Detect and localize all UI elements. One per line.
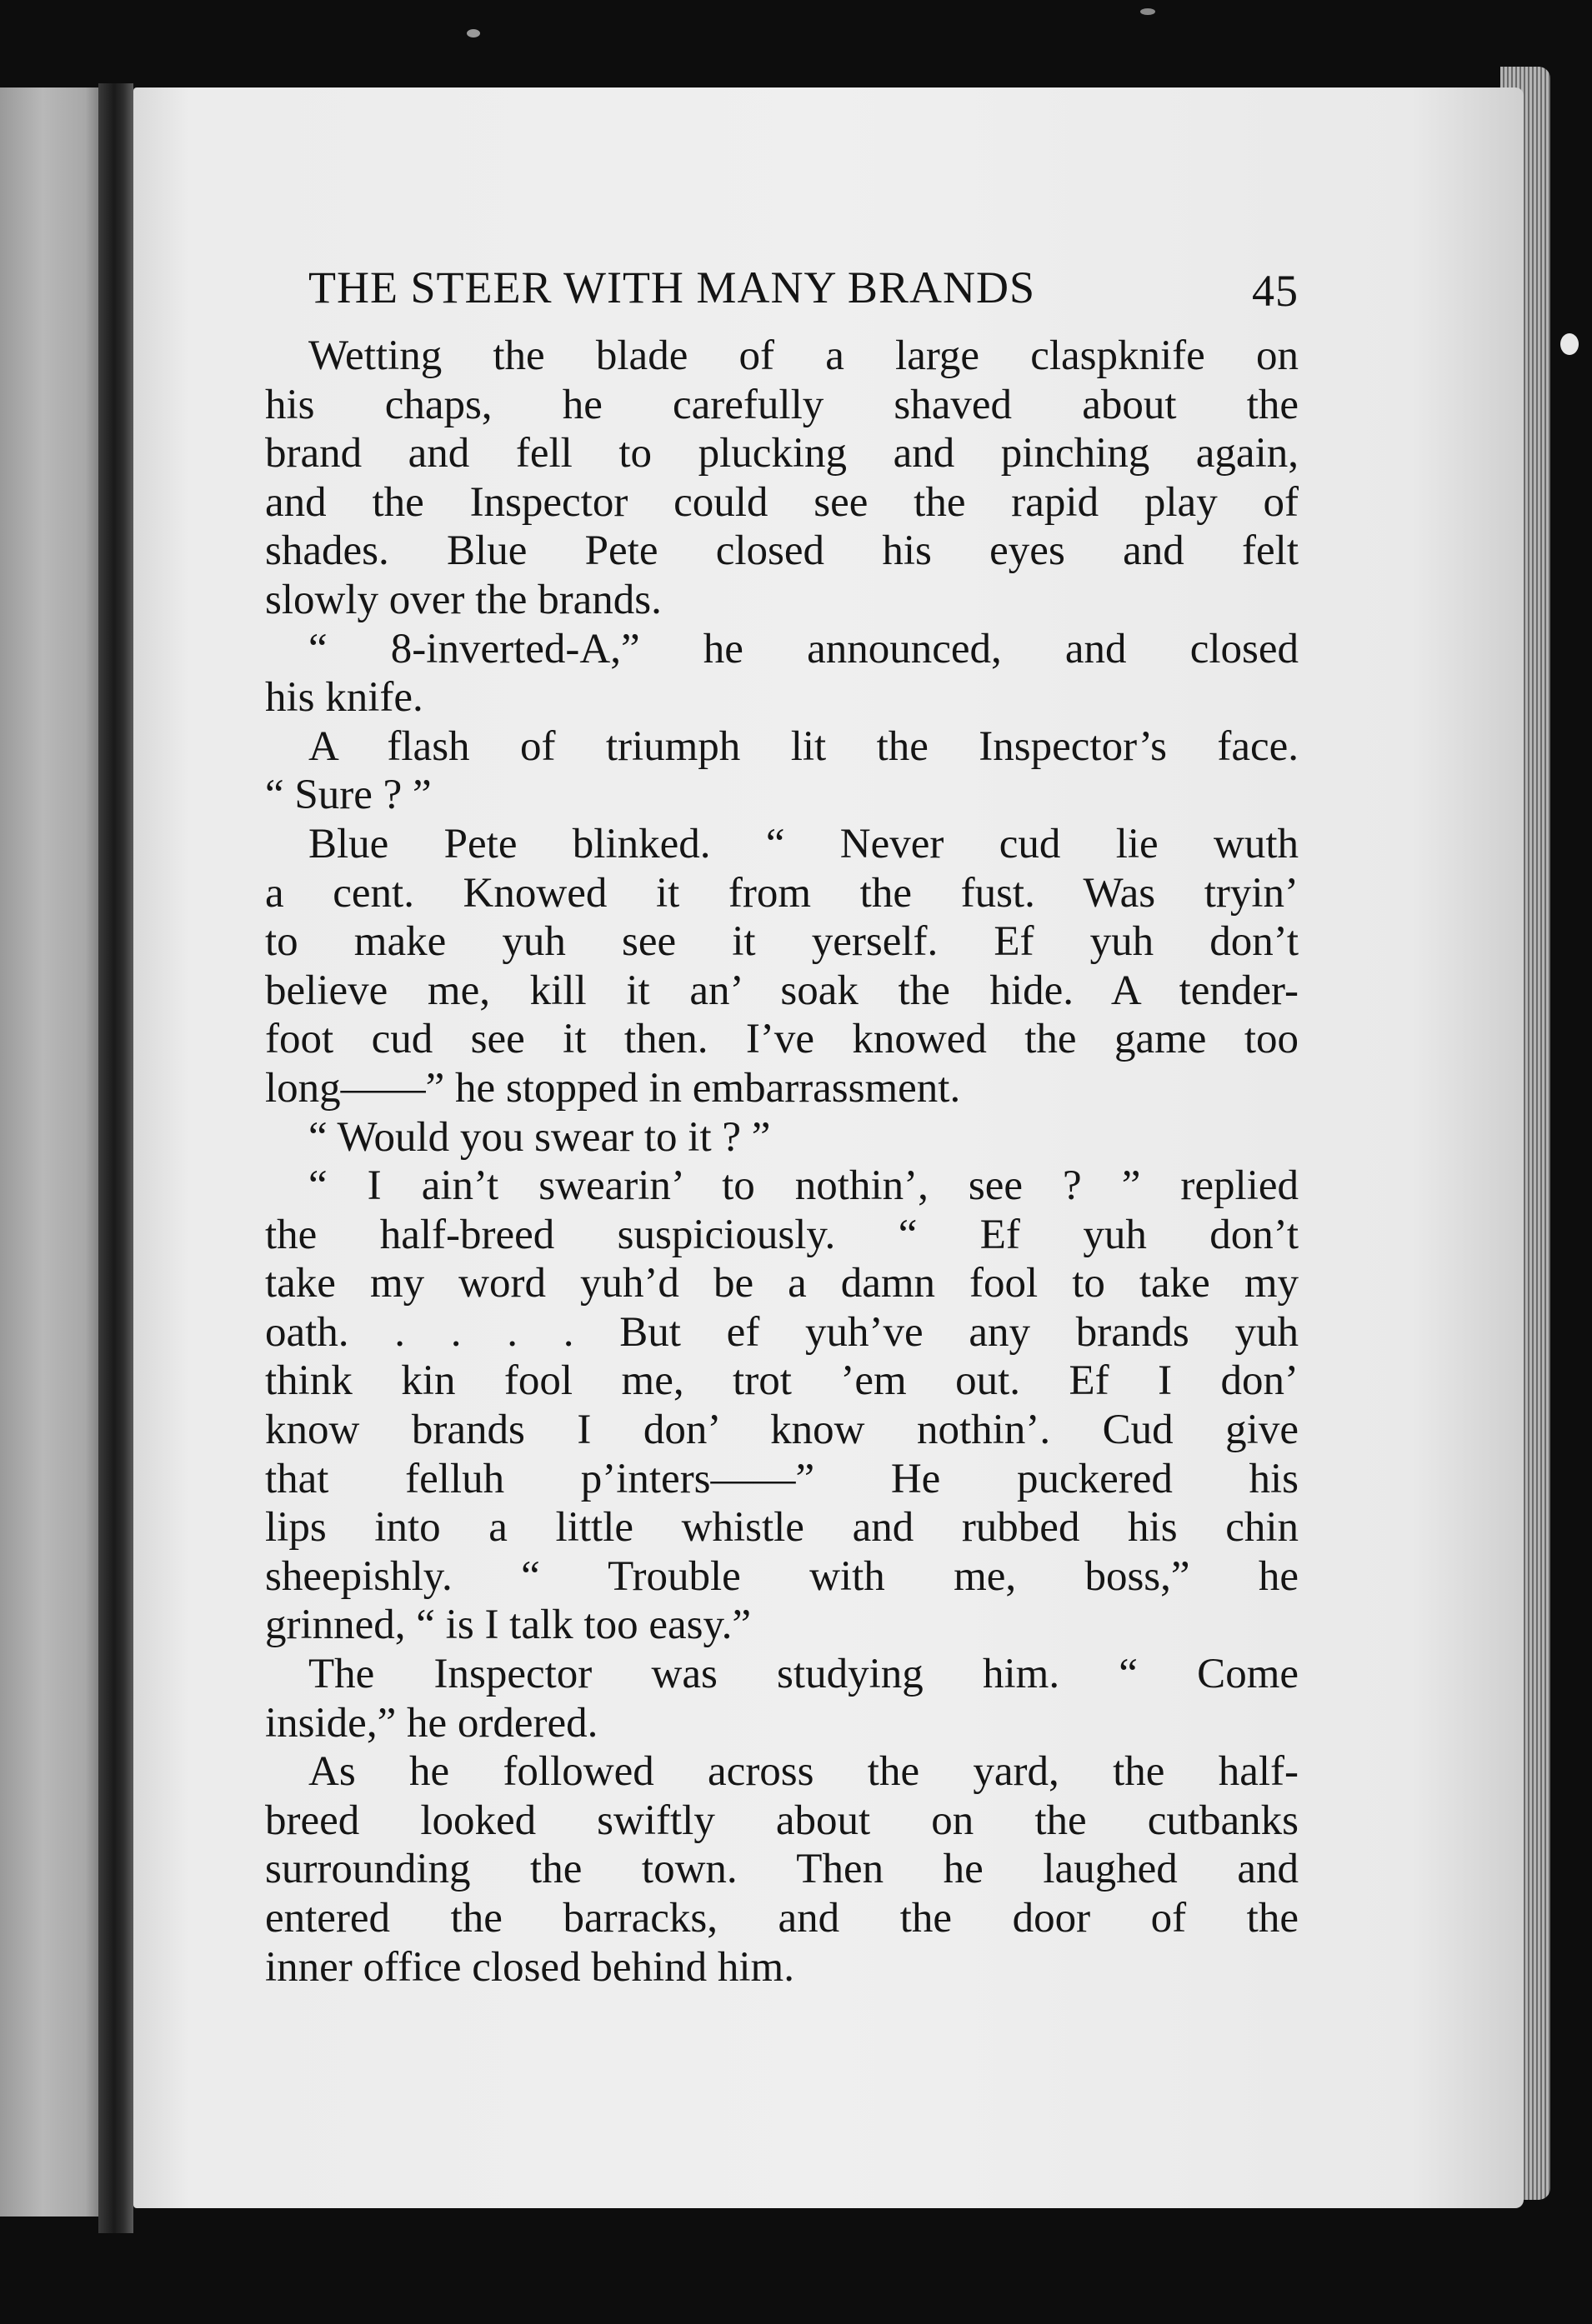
dust-speck [1140,8,1155,15]
text-line: A flash of triumph lit the Inspector’s face. [308,722,1299,770]
text-line: Blue Pete blinked. “ Never cud lie wuth [308,820,1299,867]
text-line: long——” he stopped in embarrassment. [265,1064,961,1112]
page-header [265,250,1299,325]
text-line: and the Inspector could see the rapid play of [265,478,1299,526]
text-line: think kin fool me, trot ’em out. Ef I don’ [265,1357,1299,1405]
text-line: Wetting the blade of a large claspknife on [308,332,1299,379]
text-line: brand and fell to plucking and pinching again, [265,430,1299,477]
text-line: grinned, “ is I talk too easy.” [265,1602,752,1649]
text-line: shades. Blue Pete closed his eyes and felt [265,527,1299,575]
text-line: inside,” he ordered. [265,1699,598,1747]
text-line: the half-breed suspiciously. “ Ef yuh don’t [265,1211,1299,1258]
text-line: The Inspector was studying him. “ Come [308,1651,1299,1698]
text-line: inner office closed behind him. [265,1943,794,1991]
body-text [265,332,1299,1992]
text-line: a cent. Knowed it from the fust. Was tryin’ [265,869,1299,917]
text-line: surrounding the town. Then he laughed and [265,1846,1299,1893]
text-line: know brands I don’ know nothin’. Cud give [265,1407,1299,1454]
text-line: “ Sure ? ” [265,772,432,819]
text-line: “ I ain’t swearin’ to nothin’, see ? ” replied [308,1162,1299,1210]
dust-speck [467,29,480,37]
text-line: believe me, kill it an’ soak the hide. A tender- [265,967,1299,1014]
text-line: take my word yuh’d be a damn fool to take my [265,1260,1299,1307]
text-line: entered the barracks, and the door of the [265,1895,1299,1942]
text-line: sheepishly. “ Trouble with me, boss,” he [265,1552,1299,1600]
page-number: 45 [1252,266,1299,316]
text-line: “ 8-inverted-A,” he announced, and closed [308,625,1299,672]
text-line: breed looked swiftly about on the cutbanks [265,1797,1299,1844]
text-line: slowly over the brands. [265,576,662,623]
dust-speck [1560,333,1579,355]
text-line: As he followed across the yard, the half- [308,1748,1299,1796]
text-line: to make yuh see it yerself. Ef yuh don’t [265,918,1299,966]
text-line: his chaps, he carefully shaved about the [265,381,1299,428]
text-line: his knife. [265,674,423,722]
text-line: that felluh p’inters——” He puckered his [265,1455,1299,1502]
text-line: oath. . . . . But ef yuh’ve any brands yuh [265,1308,1299,1356]
text-line: “ Would you swear to it ? ” [308,1113,771,1161]
book-gutter [98,83,133,2233]
text-line: lips into a little whistle and rubbed his chin [265,1504,1299,1552]
running-head: THE STEER WITH MANY BRANDS [308,262,1035,312]
previous-page-edge [0,87,107,2217]
text-line: foot cud see it then. I’ve knowed the game too [265,1016,1299,1063]
